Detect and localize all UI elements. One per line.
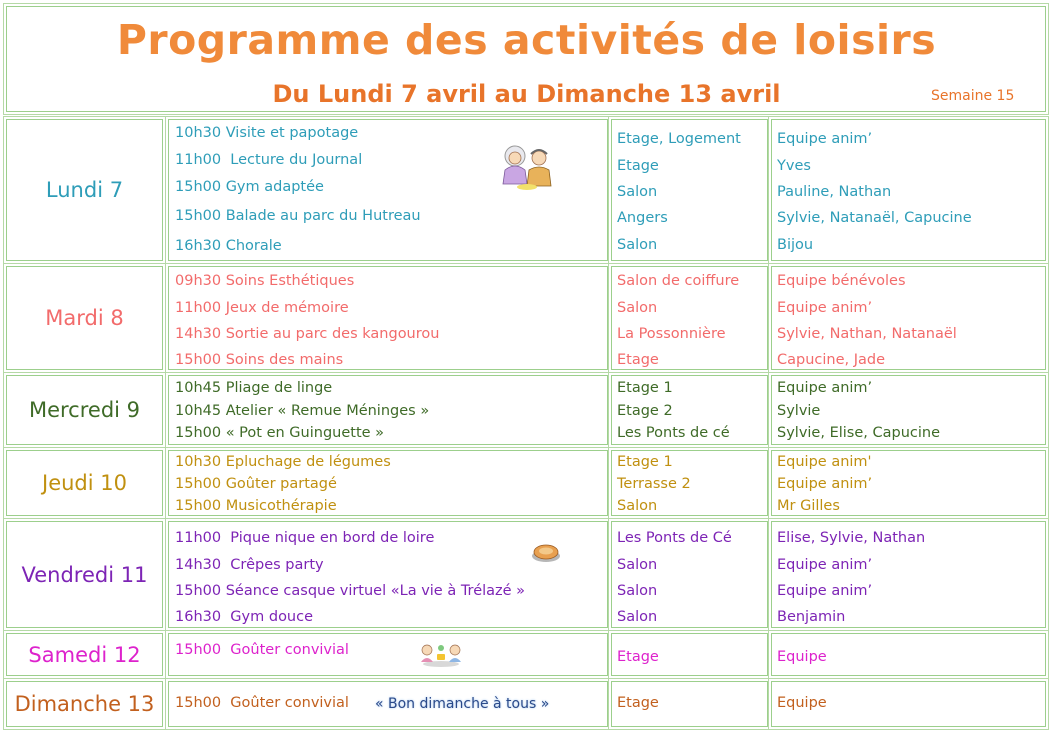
person-item: Yves [777, 158, 811, 174]
day-label: Dimanche 13 [14, 692, 155, 716]
places-friday [611, 521, 768, 628]
people-thursday [771, 450, 1046, 516]
person-item: Equipe anim’ [777, 583, 873, 599]
page-subtitle: Du Lundi 7 avril au Dimanche 13 avril [272, 80, 781, 108]
person-item: Equipe anim’ [777, 131, 873, 147]
day-label: Mardi 8 [45, 306, 124, 330]
activity-item: 15h00 Musicothérapie [175, 498, 337, 514]
person-item: Equipe anim' [777, 454, 872, 470]
person-item: Benjamin [777, 609, 846, 625]
person-item: Pauline, Nathan [777, 184, 892, 200]
activities-tuesday [168, 266, 608, 370]
activity-item: 15h00 Séance casque virtuel «La vie à Trélazé » [175, 583, 526, 599]
activities-wednesday [168, 375, 608, 445]
day-label: Jeudi 10 [42, 471, 127, 495]
person-item: Sylvie [777, 403, 821, 419]
tea-party-icon [413, 640, 469, 670]
places-thursday [611, 450, 768, 516]
places-tuesday [611, 266, 768, 370]
place-item: Salon [617, 583, 658, 599]
place-item: Etage, Logement [617, 131, 741, 147]
place-item: Angers [617, 210, 668, 226]
activity-item: 14h30 Sortie au parc des kangourou [175, 326, 440, 342]
place-item: Terrasse 2 [617, 476, 691, 492]
day-label: Mercredi 9 [28, 398, 141, 422]
activities-sunday [168, 681, 608, 727]
place-item: Salon [617, 609, 658, 625]
person-item: Equipe bénévoles [777, 273, 906, 289]
place-item: La Possonnière [617, 326, 726, 342]
person-item: Equipe anim’ [777, 557, 873, 573]
person-item: Equipe [777, 695, 827, 711]
activity-item: 15h00 Soins des mains [175, 352, 344, 368]
day-friday [6, 521, 163, 628]
person-item: Equipe anim’ [777, 300, 873, 316]
day-label: Samedi 12 [28, 642, 141, 667]
people-wednesday [771, 375, 1046, 445]
activity-item: 11h00 Pique nique en bord de loire [175, 530, 435, 546]
activities-thursday [168, 450, 608, 516]
place-item: Etage [617, 158, 659, 174]
activity-item: 10h30 Visite et papotage [175, 125, 359, 141]
activity-item: 15h00 Balade au parc du Hutreau [175, 208, 421, 224]
activity-item: 11h00 Jeux de mémoire [175, 300, 349, 316]
place-item: Etage 1 [617, 454, 673, 470]
day-label: Lundi 7 [45, 178, 124, 202]
place-item: Salon [617, 557, 658, 573]
place-item: Salon de coiffure [617, 273, 740, 289]
person-item: Sylvie, Nathan, Natanaël [777, 326, 957, 342]
elderly-couple-icon [497, 140, 557, 192]
day-tuesday [6, 266, 163, 370]
person-item: Sylvie, Elise, Capucine [777, 425, 940, 441]
place-item: Les Ponts de Cé [617, 530, 732, 546]
place-item: Etage [617, 649, 659, 665]
week-label: Semaine 15 [931, 88, 1015, 104]
place-item: Etage [617, 352, 659, 368]
activity-item: 15h00 Goûter convivial [175, 695, 349, 711]
people-tuesday [771, 266, 1046, 370]
place-item: Salon [617, 237, 658, 253]
day-sunday [6, 681, 163, 727]
day-thursday [6, 450, 163, 516]
day-label: Vendredi 11 [21, 562, 148, 587]
place-item: Les Ponts de cé [617, 425, 730, 441]
sunday-greeting: « Bon dimanche à tous » [375, 696, 550, 712]
crepe-icon [531, 540, 561, 564]
place-item: Etage [617, 695, 659, 711]
activities-friday [168, 521, 608, 628]
people-monday [771, 119, 1046, 261]
place-item: Etage 1 [617, 380, 673, 396]
place-item: Salon [617, 184, 658, 200]
activity-item: 09h30 Soins Esthétiques [175, 273, 355, 289]
people-sunday [771, 681, 1046, 727]
places-saturday [611, 633, 768, 676]
person-item: Elise, Sylvie, Nathan [777, 530, 926, 546]
person-item: Capucine, Jade [777, 352, 886, 368]
person-item: Bijou [777, 237, 814, 253]
person-item: Equipe anim’ [777, 380, 873, 396]
places-wednesday [611, 375, 768, 445]
activity-item: 11h00 Lecture du Journal [175, 152, 363, 168]
activity-item: 15h00 Goûter partagé [175, 476, 337, 492]
place-item: Etage 2 [617, 403, 673, 419]
activity-item: 15h00 Gym adaptée [175, 179, 324, 195]
place-item: Salon [617, 300, 658, 316]
activities-monday [168, 119, 608, 261]
activities-saturday [168, 633, 608, 676]
person-item: Equipe anim’ [777, 476, 873, 492]
day-wednesday [6, 375, 163, 445]
activity-item: 15h00 Goûter convivial [175, 642, 349, 658]
day-saturday [6, 633, 163, 676]
day-monday [6, 119, 163, 261]
places-sunday [611, 681, 768, 727]
person-item: Mr Gilles [777, 498, 840, 514]
places-monday [611, 119, 768, 261]
people-friday [771, 521, 1046, 628]
activity-item: 10h30 Epluchage de légumes [175, 454, 391, 470]
person-item: Sylvie, Natanaël, Capucine [777, 210, 972, 226]
activity-item: 16h30 Gym douce [175, 609, 314, 625]
activity-item: 16h30 Chorale [175, 238, 282, 254]
page-title: Programme des activités de loisirs [116, 16, 937, 64]
activity-item: 10h45 Pliage de linge [175, 380, 333, 396]
activity-item: 14h30 Crêpes party [175, 557, 324, 573]
activity-item: 10h45 Atelier « Remue Méninges » [175, 403, 430, 419]
activity-item: 15h00 « Pot en Guinguette » [175, 425, 385, 441]
people-saturday [771, 633, 1046, 676]
person-item: Equipe [777, 649, 827, 665]
place-item: Salon [617, 498, 658, 514]
